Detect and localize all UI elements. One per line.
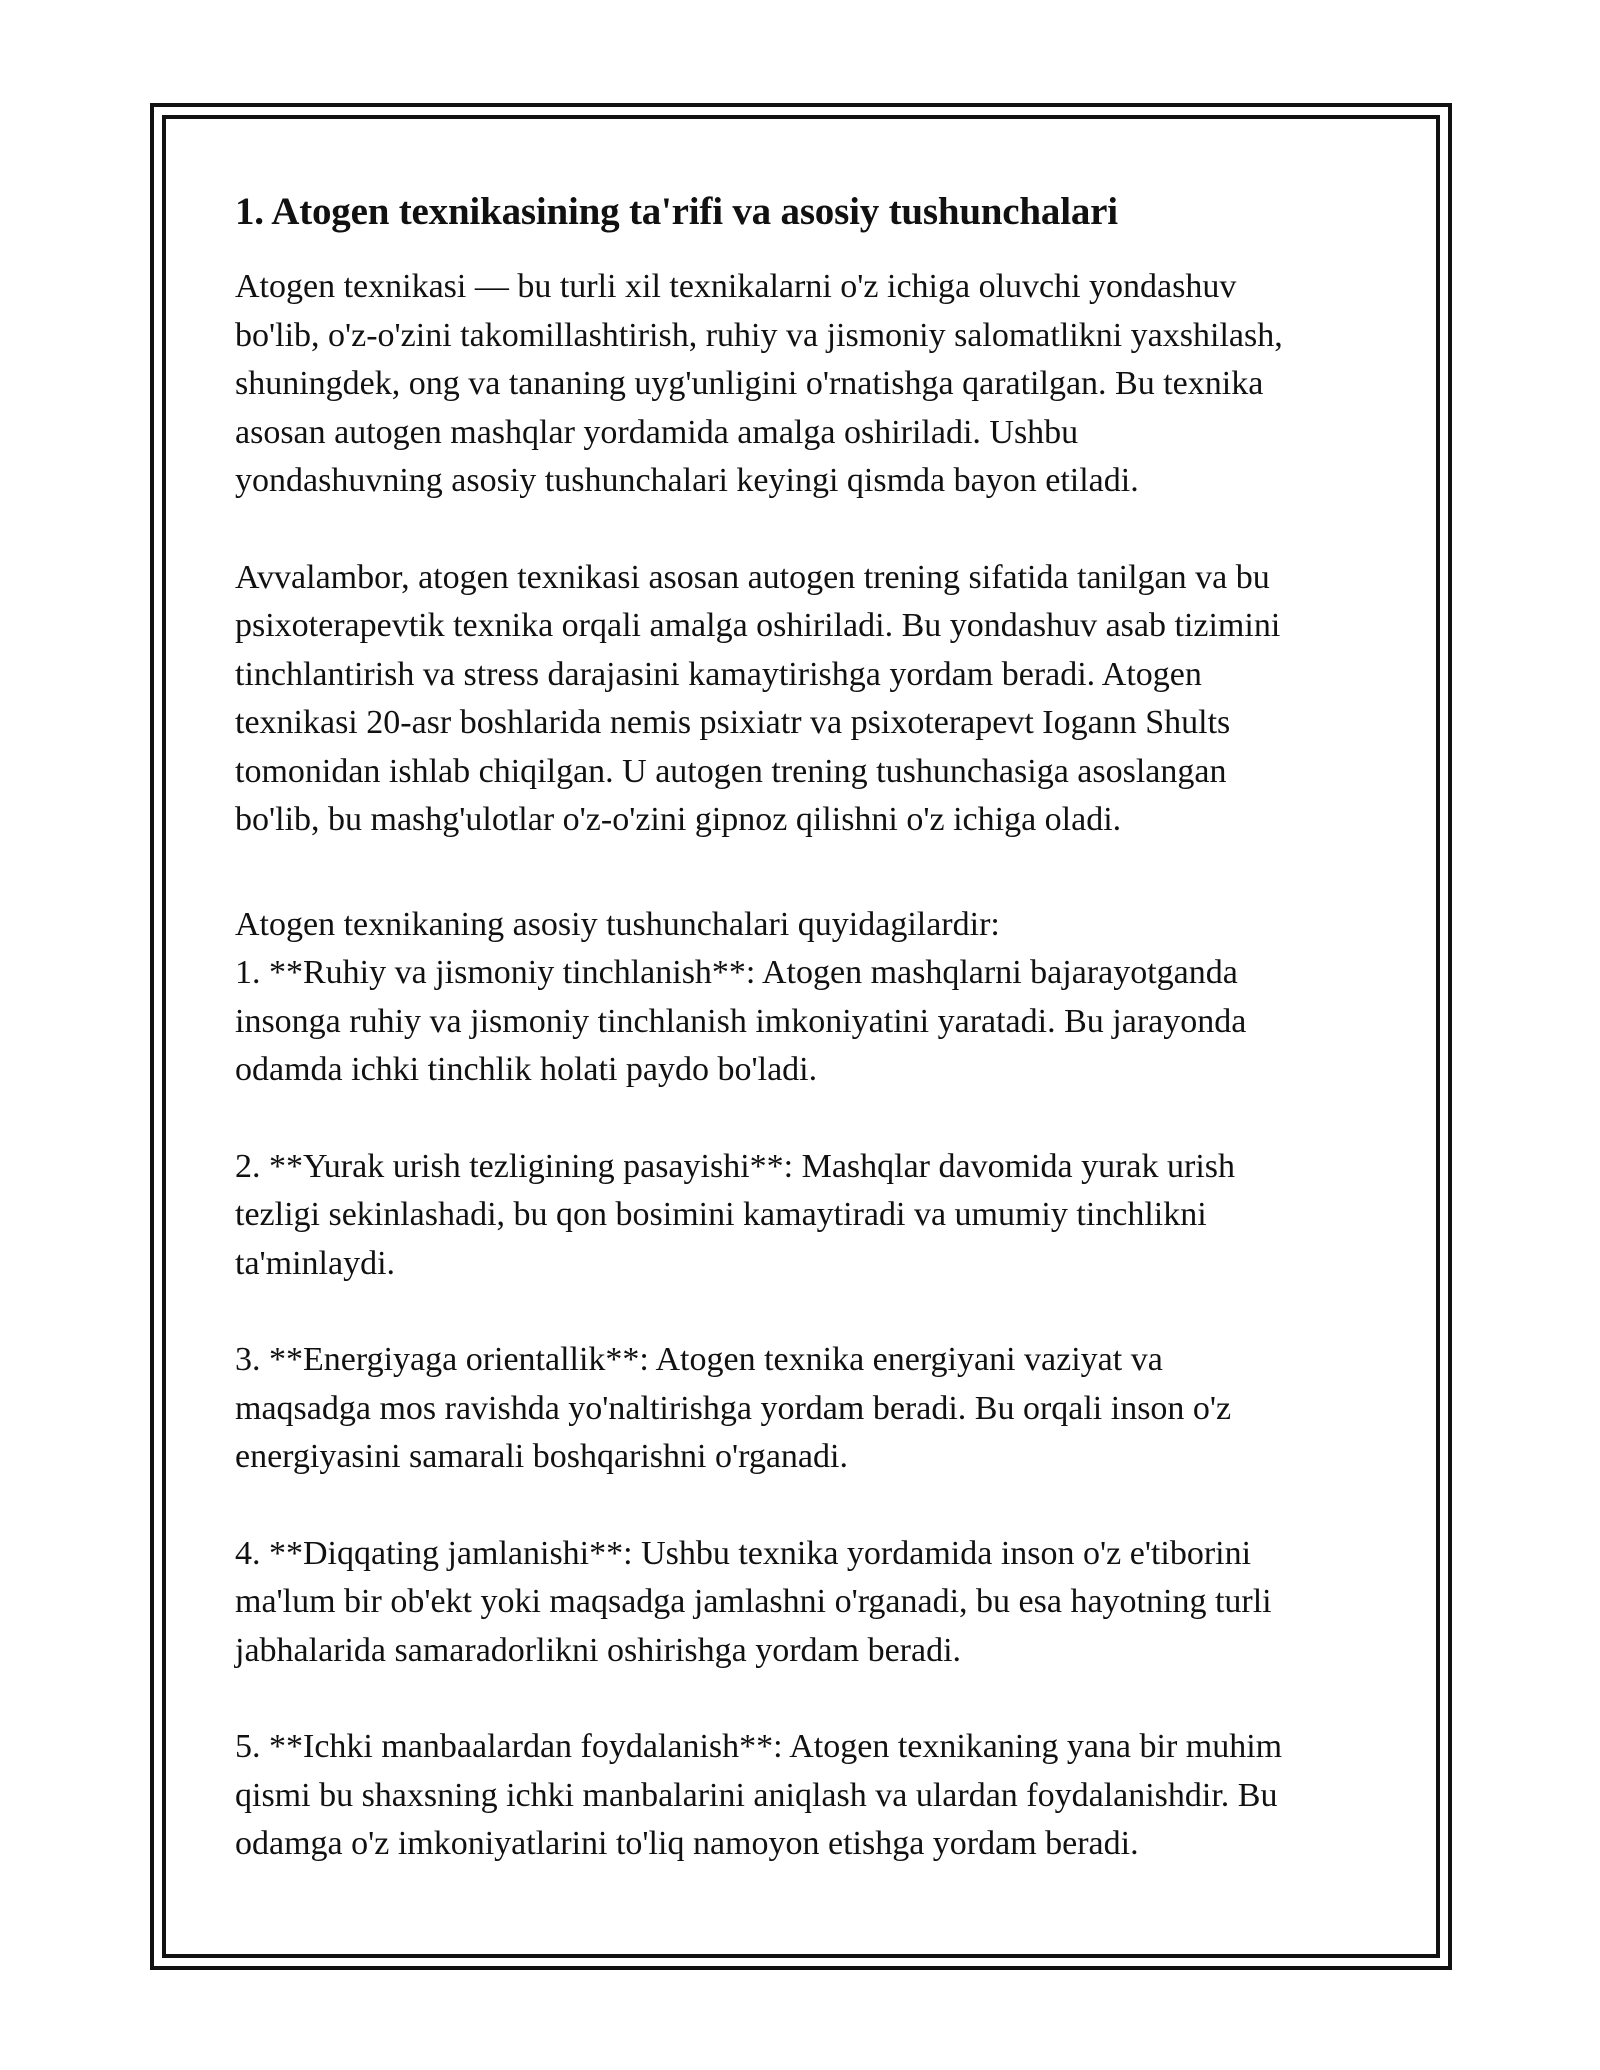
text-line: bo'lib, o'z-o'zini takomillashtirish, ruhiy va jismoniy salomatlikni yaxshilash, — [235, 316, 1283, 354]
list-item-3 — [235, 1336, 1385, 1482]
list-item-4 — [235, 1530, 1385, 1676]
text-line: texnikasi 20-asr boshlarida nemis psixiatr va psixoterapevt Iogann Shults — [235, 704, 1231, 741]
text-line: 3. **Energiyaga orientallik**: Atogen texnika energiyani vaziyat va — [235, 1341, 1163, 1378]
text-line: 1. **Ruhiy va jismoniy tinchlanish**: Atogen mashqlarni bajarayotganda — [235, 954, 1238, 991]
text-line: tinchlantirish va stress darajasini kamaytirishga yordam beradi. Atogen — [235, 655, 1202, 693]
text-line: Atogen texnikasi — bu turli xil texnikalarni o'z ichiga oluvchi yondashuv — [235, 268, 1237, 305]
text-line: ta'minlaydi. — [235, 1244, 396, 1282]
text-line: ma'lum bir ob'ekt yoki maqsadga jamlashni o'rganadi, bu esa hayotning turli — [235, 1583, 1272, 1620]
text-line: bo'lib, bu mashg'ulotlar o'z-o'zini gipnoz qilishni o'z ichiga oladi. — [235, 801, 1122, 838]
text-line: energiyasini samarali boshqarishni o'rganadi. — [235, 1438, 848, 1475]
text-line: 5. **Ichki manbaalardan foydalanish**: Atogen texnikaning yana bir muhim — [235, 1728, 1283, 1765]
list-item-2 — [235, 1143, 1385, 1289]
paragraph-history — [235, 554, 1385, 845]
text-line: 2. **Yurak urish tezligining pasayishi**: Mashqlar davomida yurak urish — [235, 1147, 1235, 1185]
text-line: tezligi sekinlashadi, bu qon bosimini kamaytiradi va umumiy tinchlikni — [235, 1196, 1207, 1233]
text-line: shuningdek, ong va tananing uyg'unligini o'rnatishga qaratilgan. Bu texnika — [235, 365, 1264, 402]
paragraph-gap — [235, 845, 1385, 901]
paragraph-gap — [235, 506, 1385, 554]
text-line: odamda ichki tinchlik holati paydo bo'ladi. — [235, 1051, 818, 1088]
text-line: tomonidan ishlab chiqilgan. U autogen trening tushunchasiga asoslangan — [235, 752, 1227, 790]
paragraph-gap — [235, 1095, 1385, 1143]
text-line: odamga o'z imkoniyatlarini to'liq namoyon etishga yordam beradi. — [235, 1825, 1139, 1862]
text-line: maqsadga mos ravishda yo'naltirishga yordam beradi. Bu orqali inson o'z — [235, 1389, 1232, 1427]
list-item-5 — [235, 1723, 1385, 1869]
text-line: jabhalarida samaradorlikni oshirishga yordam beradi. — [235, 1631, 962, 1669]
text-line: psixoterapevtik texnika orqali amalga oshiriladi. Bu yondashuv asab tizimini — [235, 607, 1281, 644]
text-line: 4. **Diqqating jamlanishi**: Ushbu texnika yordamida inson o'z e'tiborini — [235, 1534, 1252, 1572]
paragraph-gap — [235, 1288, 1385, 1336]
paragraph-gap — [235, 1675, 1385, 1723]
text-line: insonga ruhiy va jismoniy tinchlanish imkoniyatini yaratadi. Bu jarayonda — [235, 1002, 1247, 1040]
text-line: asosan autogen mashqlar yordamida amalga oshiriladi. Ushbu — [235, 413, 1079, 451]
paragraph-definition — [235, 263, 1385, 506]
paragraph-concepts-intro — [235, 901, 1385, 1095]
text-line: Avvalambor, atogen texnikasi asosan autogen trening sifatida tanilgan va bu — [235, 558, 1270, 596]
paragraph-gap — [235, 1482, 1385, 1530]
document-body — [235, 187, 1385, 1869]
text-line: yondashuvning asosiy tushunchalari keyingi qismda bayon etiladi. — [235, 462, 1139, 499]
section-heading: 1. Atogen texnikasining ta'rifi va asosiy tushunchalari — [235, 190, 1118, 233]
text-line: qismi bu shaxsning ichki manbalarini aniqlash va ulardan foydalanishdir. Bu — [235, 1776, 1278, 1814]
text-line: Atogen texnikaning asosiy tushunchalari quyidagilardir: — [235, 905, 1000, 943]
